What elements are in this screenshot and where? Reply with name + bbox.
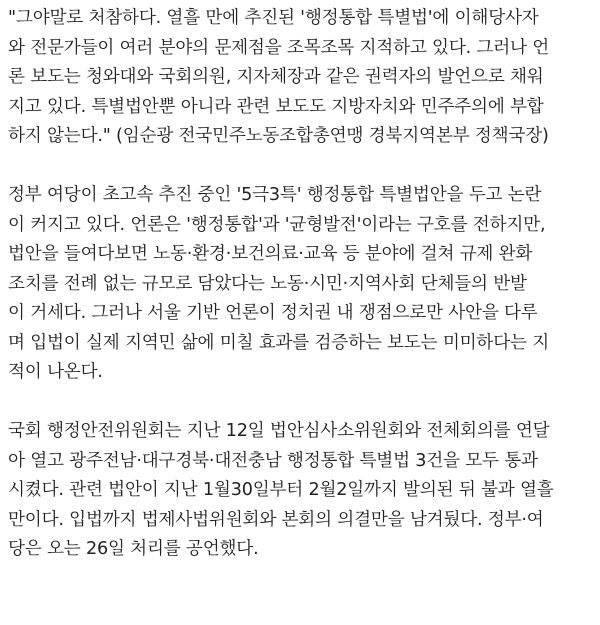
paragraph-quote xyxy=(8,4,596,152)
paragraph-line: 정부 여당이 초고속 추진 중인 '5극3특' 행정통합 특별법안을 두고 논란 xyxy=(8,185,542,205)
paragraph-line: 만이다. 입법까지 법제사법위원회와 본회의 의결만을 남겨뒀다. 정부·여 xyxy=(8,509,544,530)
paragraph-line: 론 보도는 청와대와 국회의원, 지자체장과 같은 권력자의 발언으로 채워 xyxy=(8,67,544,87)
paragraph-line: 며 입법이 실제 지역민 삶에 미칠 효과를 검증하는 보도는 미미하다는 지 xyxy=(8,332,549,353)
paragraph-line: 조치를 전례 없는 규모로 담았다는 노동·시민·지역사회 단체들의 반발 xyxy=(8,273,527,294)
article-body xyxy=(8,4,596,565)
paragraph-line: 이 커지고 있다. 언론은 '행정통합'과 '균형발전'이라는 구호를 전하지만, xyxy=(8,214,546,235)
paragraph-gap xyxy=(8,388,596,418)
paragraph-line: 와 전문가들이 여러 분야의 문제점을 조목조목 지적하고 있다. 그러나 언 xyxy=(8,37,549,58)
paragraph-line: 이 거세다. 그러나 서울 기반 언론이 정치권 내 쟁점으로만 사안을 다루 xyxy=(8,303,538,323)
paragraph-committee xyxy=(8,417,596,565)
paragraph-line: 법안을 들여다보면 노동·환경·보건의료·교육 등 분야에 걸쳐 규제 완화 xyxy=(8,244,533,264)
paragraph-line: 국회 행정안전위원회는 지난 12일 법안심사소위원회와 전체회의를 연달 xyxy=(8,421,550,441)
paragraph-line: 당은 오는 26일 처리를 공언했다. xyxy=(8,539,259,559)
paragraph-line: 아 열고 광주전남·대구경북·대전충남 행정통합 특별법 3건을 모두 통과 xyxy=(8,450,538,471)
paragraph-controversy xyxy=(8,181,596,388)
paragraph-line: "그야말로 처참하다. 열흘 만에 추진된 '행정통합 특별법'에 이해당사자 xyxy=(8,8,539,28)
paragraph-line: 하지 않는다." (임순광 전국민주노동조합총연맹 경북지역본부 정책국장) xyxy=(8,126,549,146)
paragraph-gap xyxy=(8,152,596,182)
paragraph-line: 시켰다. 관련 법안이 지난 1월30일부터 2월2일까지 발의된 뒤 불과 열흘 xyxy=(8,480,554,500)
paragraph-line: 적이 나온다. xyxy=(8,362,103,382)
paragraph-line: 지고 있다. 특별법안뿐 아니라 관련 보도도 지방자치와 민주주의에 부합 xyxy=(8,96,544,117)
